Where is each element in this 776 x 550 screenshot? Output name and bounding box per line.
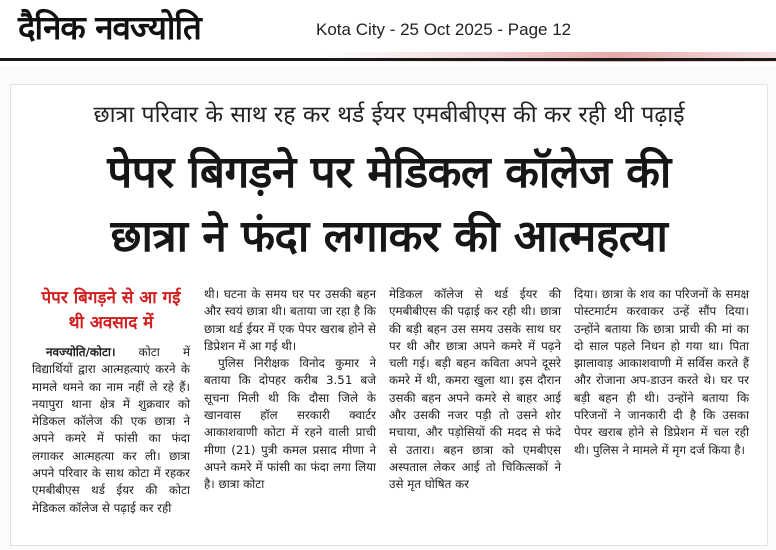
article-column-1	[32, 284, 190, 517]
article-headline	[11, 141, 767, 269]
column-4-paragraph: दिया। छात्रा के शव का परिजनों के समक्ष पोस्टमार्टम करवाकर उन्हें सौंप दिया। उन्होंने बताया कि छात्रा प्राची की मां का दो साल पहले निधन हो गया था। पिता झालावाड़ आकाशवाणी में सर्विस करते हैं और रोजाना अप-डाउन करते थे। घर पर बड़ी बहन ही थी। उन्होंने बताया कि परिजनों ने जानकारी दी है कि उसका पेपर खराब होने से डिप्रेशन में चल रही थी। पुलिस ने मामले में मृग दर्ज किया है।	[574, 287, 749, 457]
edition-dateline: Kota City - 25 Oct 2025 - Page 12	[316, 20, 572, 39]
article-kicker: छात्रा परिवार के साथ रह कर थर्ड ईयर एमबीबीएस की कर रही थी पढ़ाई	[93, 102, 685, 128]
article-column-2	[204, 286, 376, 494]
article-byline: नवज्योति/कोटा।	[46, 345, 116, 359]
column-2-paragraph-1: थी। घटना के समय घर पर उसकी बहन और स्वयं छात्रा थी। बताया जा रहा है कि छात्रा थर्ड ईयर में एक पेपर खराब होने से डिप्रेशन में आ गई थी।	[204, 287, 376, 353]
article-subhead: पेपर बिगड़ने से आ गई थी अवसाद में	[41, 288, 181, 333]
page-header	[0, 0, 776, 64]
newspaper-masthead: दैनिक नवज्योति	[18, 8, 201, 47]
column-1-text: कोटा में विद्यार्थियों द्वारा आत्महत्याएं करने के मामले थमने का नाम नहीं ले रहे हैं। नयापुरा थाना क्षेत्र में शुक्रवार को मेडिकल कॉलेज की एक छात्रा ने अपने कमरे में फांसी का फंदा लगाकर आत्महत्या कर ली। छात्रा अपने परिवार के साथ कोटा में रहकर एमबीबीएस थर्ड ईयर की कोटा मेडिकल कॉलेज से पढ़ाई कर रही	[32, 345, 190, 515]
headline-line-1: पेपर बिगड़ने पर मेडिकल कॉलेज की	[107, 147, 671, 198]
article-column-4	[574, 286, 749, 459]
page-body	[0, 66, 776, 550]
article-column-3	[389, 286, 561, 494]
header-divider	[0, 58, 776, 61]
column-1-paragraph	[32, 344, 190, 517]
headline-line-2: छात्रा ने फंदा लगाकर की आत्महत्या	[110, 211, 668, 262]
column-3-paragraph: मेडिकल कॉलेज से थर्ड ईयर की एमबीबीएस की पढ़ाई कर रही थी। छात्रा की बड़ी बहन उस समय उसके साथ घर पर थी और छात्रा अपने कमरे में पढ़ने चली गई। बड़ी बहन कविता अपने दूसरे कमरे में थी, कमरा खुला था। इस दौरान उसकी बहन अपने कमरे से बाहर आई और उसकी नजर पड़ी तो उसने शोर मचाया, और पड़ोसियों की मदद से फंदे से उतारा। बहन छात्रा को एमबीएस अस्पताल लेकर आई तो चिकित्सकों ने उसे मृत घोषित कर	[389, 287, 561, 492]
column-2-paragraph-2: पुलिस निरीक्षक विनोद कुमार ने बताया कि दोपहर करीब 3.51 बजे सूचना मिली थी कि दौसा जिले के खानवास हॉल सरकारी क्वार्टर आकाशवाणी कोटा में रहने वाली प्राची मीणा (21) पुत्री कमल प्रसाद मीणा ने अपने कमरे में फांसी का फंदा लगा लिया है। छात्रा कोटा	[204, 356, 376, 492]
